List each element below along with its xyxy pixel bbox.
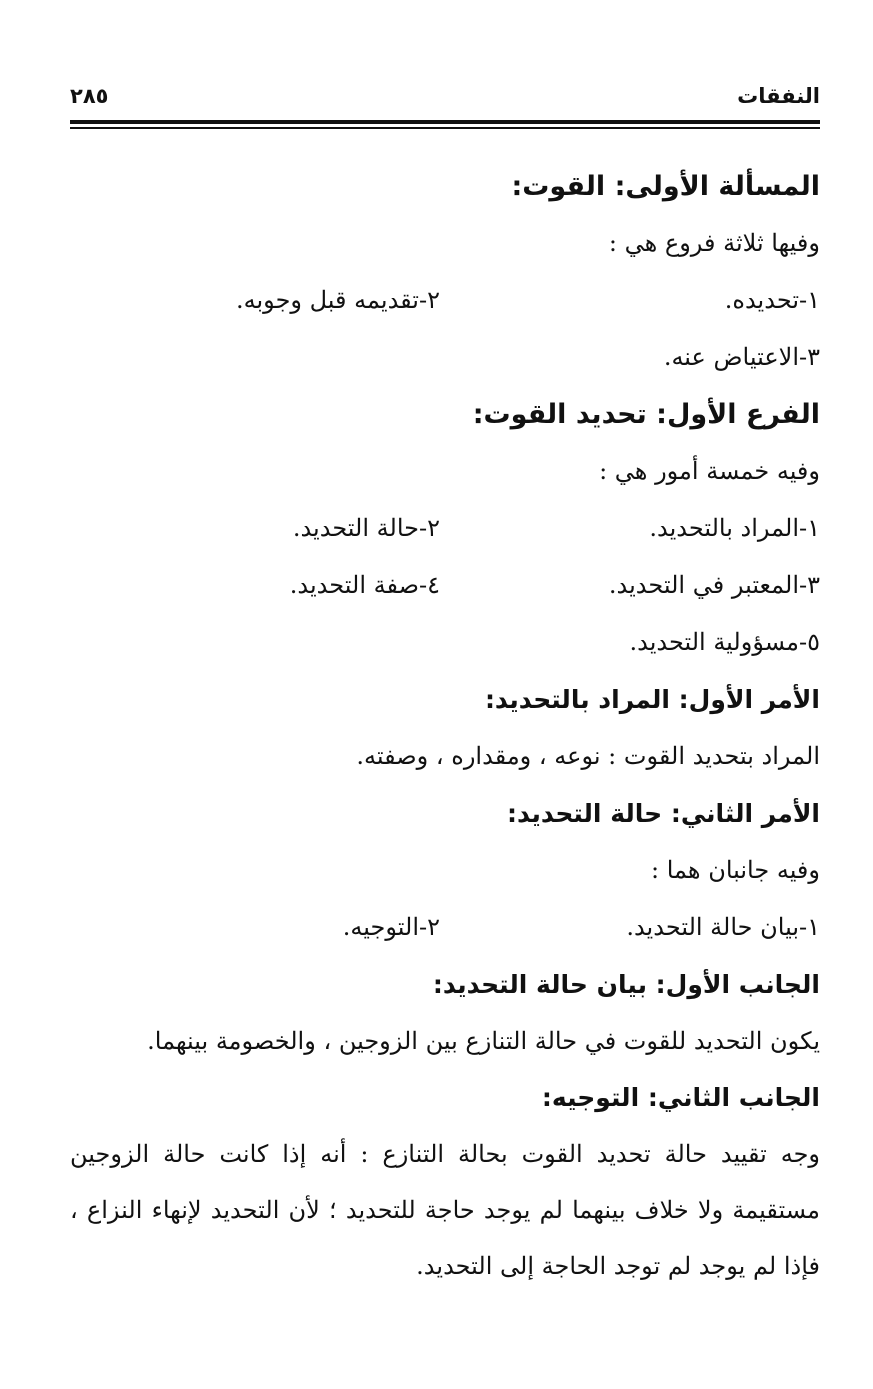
branch-items-row-1 bbox=[70, 500, 820, 557]
issue-heading: المسألة الأولى: القوت: bbox=[511, 171, 820, 202]
list-item: ٢-التوجيه. bbox=[342, 913, 440, 941]
book-page bbox=[70, 0, 820, 1389]
issue-items-row-1 bbox=[70, 272, 820, 329]
page-content bbox=[70, 158, 820, 1294]
matter-items-row bbox=[70, 899, 820, 956]
matter-heading: الأمر الأول: المراد بالتحديد: bbox=[484, 685, 820, 714]
page-number: ٢٨٥ bbox=[70, 84, 109, 108]
branch-heading: الفرع الأول: تحديد القوت: bbox=[472, 399, 820, 430]
list-item: ١-تحديده. bbox=[724, 286, 820, 314]
running-title: النفقات bbox=[737, 84, 820, 108]
list-item: ٢-تقديمه قبل وجوبه. bbox=[236, 286, 440, 314]
list-item: ٢-حالة التحديد. bbox=[292, 514, 440, 542]
side-paragraph: وجه تقييد حالة تحديد القوت بحالة التنازع : أنه إذا كانت حالة الزوجين مستقيمة ولا خلاف بينهما لم يوجد حاجة للتحديد ؛ لأن التحديد لإنهاء النزاع ، فإذا لم يوجد لم توجد الحاجة إلى التحديد. bbox=[70, 1140, 820, 1280]
list-item: ١-بيان حالة التحديد. bbox=[626, 913, 820, 941]
list-item: ١-المراد بالتحديد. bbox=[649, 514, 820, 542]
side-heading: الجانب الثاني: التوجيه: bbox=[541, 1083, 820, 1112]
list-item: ٣-الاعتياض عنه. bbox=[663, 343, 820, 371]
matter-heading: الأمر الثاني: حالة التحديد: bbox=[507, 799, 820, 828]
list-item: ٣-المعتبر في التحديد. bbox=[608, 571, 820, 599]
side-heading: الجانب الأول: بيان حالة التحديد: bbox=[432, 970, 820, 999]
page-header bbox=[70, 84, 820, 120]
issue-intro: وفيها ثلاثة فروع هي : bbox=[608, 229, 820, 257]
side-text: يكون التحديد للقوت في حالة التنازع بين الزوجين ، والخصومة بينهما. bbox=[147, 1027, 820, 1055]
branch-items-row-2 bbox=[70, 557, 820, 614]
list-item: ٥-مسؤولية التحديد. bbox=[629, 628, 820, 656]
header-rule-thick bbox=[70, 120, 820, 124]
branch-intro: وفيه خمسة أمور هي : bbox=[599, 457, 820, 485]
matter-intro: وفيه جانبان هما : bbox=[651, 856, 820, 884]
list-item: ٤-صفة التحديد. bbox=[289, 571, 440, 599]
matter-text: المراد بتحديد القوت : نوعه ، ومقداره ، وصفته. bbox=[356, 742, 820, 770]
header-rule-thin bbox=[70, 127, 820, 129]
